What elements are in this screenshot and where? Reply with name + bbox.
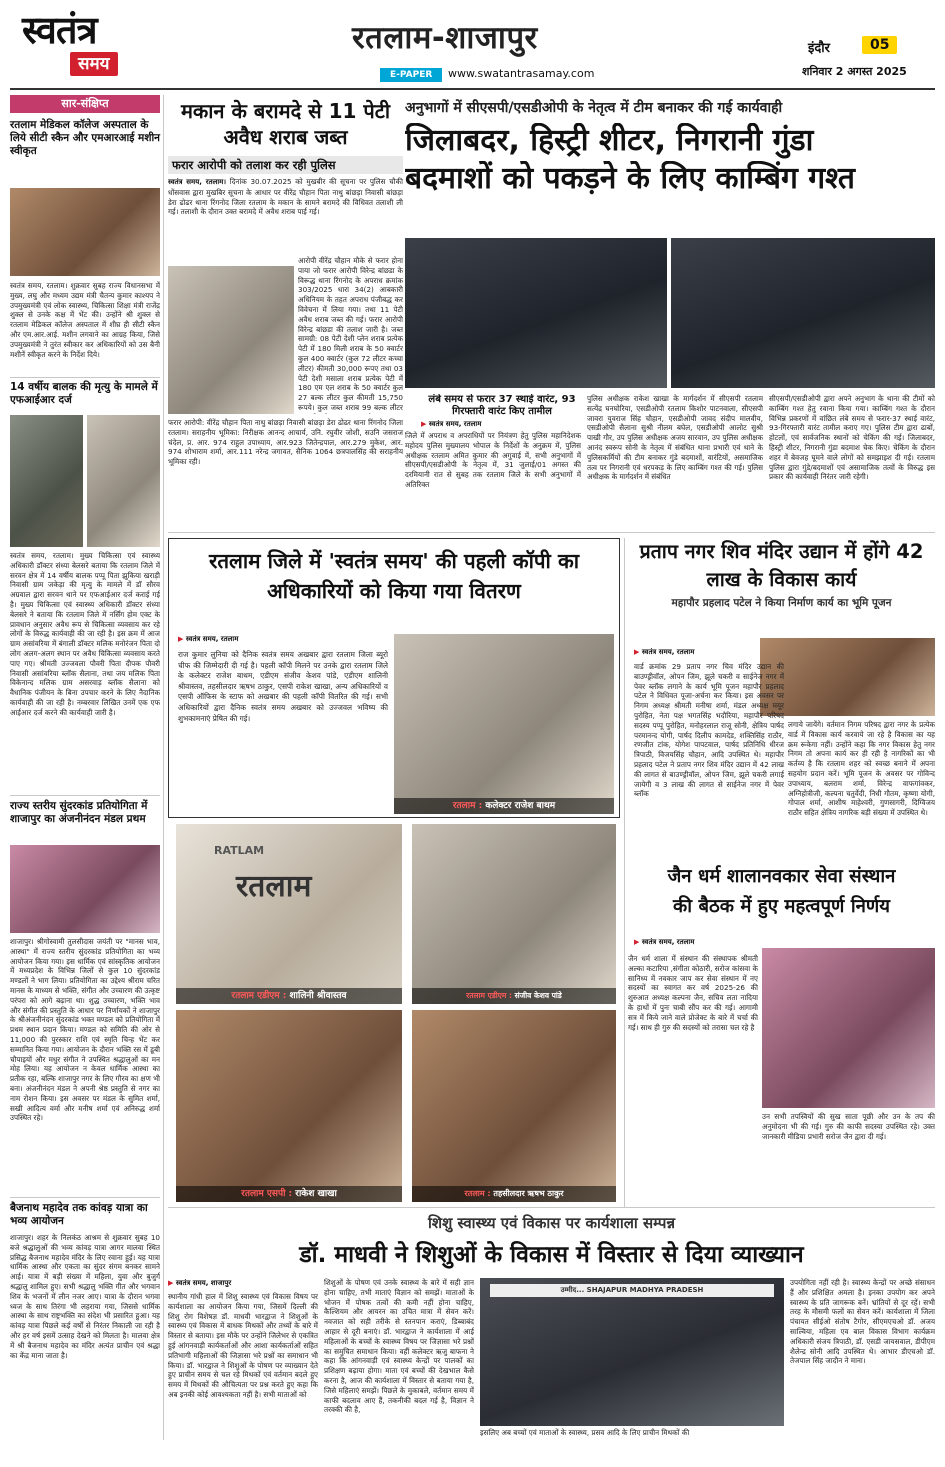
- story-text: दिनांक 30.07.2025 को मुखबीर की सूचना पर पुलिस चौकी धोंसवास द्वारा मुखबिर सूचना के आधार पर वीरेंद्र चौहान पिता नाथु बांछड़ा निवासी बांछड़ा डेरा ढोढर थाना रिंगनोद जिला रतलाम के मकान के सामने बरामदे की विधिवत तलाशी ली गई। तलाशी के दौरान उक्त बरामदे में अवैध शराब पाई गई।: [168, 177, 403, 217]
- logo: [22, 8, 144, 88]
- headline-line-1: जैन धर्म शालानवकार सेवा संस्थान: [667, 866, 896, 887]
- sidebar: [10, 95, 160, 1435]
- caption-label: रतलाम :: [464, 1189, 491, 1198]
- photo-caption: [176, 988, 402, 1004]
- caption-name: संजीव केशव पांडे: [514, 991, 562, 1000]
- headline: डॉ. माधवी ने शिशुओं के विकास में विस्तार से दिया व्याख्यान: [299, 1242, 804, 1268]
- kicker: शिशु स्वास्थ्य एवं विकास पर कार्यशाला सम्पन्न: [427, 1214, 675, 1232]
- caption-name: शालिनी श्रीवास्तव: [289, 991, 347, 1001]
- sidebar-item-body: शाजापुर। श्रीगोस्वामी तुलसीदास जयंती पर "मानस भाव, आस्था" में राज्य स्तरीय सुंदरकांड प्रतियोगिता का भव्य आयोजन किया गया। इस धार्मिक एवं सांस्कृतिक आयोजन में मध्यप्रदेश के विभिन्न जिलों से कुल 10 सुंदरकांड मण्डलों ने भाग लिया। प्रतियोगिता का उद्देश्य श्रीराम चरित मानस के माध्यम से भक्ति, संगीत और उच्चारण की उत्कृष्ट परंपरा को आगे बढ़ाना था। शुद्ध उच्चारण, भक्ति भाव और संगीत की प्रस्तुति के आधार पर निर्णायकों ने शाजापुर के श्रीअंजनीनंदन सुंदरकांड भक्त मण्डल को प्रतियोगिता में प्रथम स्थान प्रदान किया। मण्डल को समिति की ओर से 11,000 की पुरस्कार राशि एवं स्मृति चिन्ह भेंट कर सम्मानित किया गया। आयोजन के दौरान भक्ति रस में डूबी चौपाइयों और मधुर संगीत ने उपस्थित श्रद्धालुओं का मन मोह लिया। यह आयोजन न केवल धार्मिक आस्था का प्रतीक रहा, बल्कि शाजापुर नगर के लिए गौरव का क्षण भी बना। अंजनीनंदन मंडल ने अपनी श्रेष्ठ प्रस्तुति से नगर का नाम रोशन किया। इस अवसर पर मंडल के सुमित शर्मा, सखी आदित्य वर्मा और मनीष शर्मा एवं अनिरुद्ध शर्मा उपस्थित रहे।: [10, 937, 160, 1123]
- workshop-photo: [480, 1278, 784, 1426]
- story-col: पुलिस अधीक्षक राकेश खाखा के मार्गदर्शन में सीएसपी रतलाम सत्येंद्र घनघोरिया, एसडीओपी रतलाम किशोर पाटनवाला, सीएसपी जावरा युवराज सिंह चौहान, एसडीओपी जावद संदीप मालवीय, एसडीओपी सैलाना सुश्री नीलम बघेल, एसडीओपी आलोट सुश्री पाखी गौर, उप पुलिस अधीक्षक अजय सारवान, उप पुलिस अधीक्षक आनंद स्वरूप सोनी के नेतृत्व में संबंधित थाना प्रभारी एवं थाने के पुलिसकर्मियों की टीम बनाकर गुंडे बदमाशों, वारंटियों, असमाजिक तत्व पर निगरानी एवं धरपकड़ के लिए काम्बिंग गश्त की गई। पुलिस अधीक्षक के मार्गदर्शन में संबंधित: [587, 394, 763, 482]
- story-text: आरोपी वीरेंद्र चौहान मौके से फरार होना पाया जो फरार आरोपी विरेन्द्र बांछडा के विरूद्ध थाना रिंगनोद के अपराध क्रमांक 303/2025 धारा 34(2) आबकारी अधिनियम के तहत अपराध पंजीबद्ध कर विवेचना में लिया गया। तथा 11 पेटी अवैध शराब जब्त की गई। फरार आरोपी विरेन्द्र बांछडा की तलाश जारी है। जब्त सामग्री: 08 पेटी देशी प्लेन शराब प्रत्येक पेटी में 180 मिली शराब के 50 क्वार्टर कुल 400 क्वार्टर (कुल 72 लीटर कच्चा लीटर) कीमती 30,000 रूपए तथा 03 पेटी देशी मसाला शराब प्रत्येक पेटी में 180 एम एल शराब के 50 क्वार्टर कुल 27 बल्क लीटर कुल कीमती 15,750 रूपये। कुल जब्त शराब 99 बल्क लीटर: [298, 256, 403, 412]
- logo-bottom: समय: [70, 52, 118, 76]
- photo-caption: [412, 1186, 616, 1202]
- headline-line-1: जिलाबदर, हिस्ट्री शीटर, निगरानी गुंडा: [405, 123, 814, 158]
- byline: स्वतंत्र समय, रतलाम।: [168, 178, 227, 186]
- combing-photo-1: [405, 238, 667, 388]
- story-col: शिशुओं के पोषण एवं उनके स्वास्थ्य के बारे में सही ज्ञान होना चाहिए, तभी माताएं विज्ञान को समझें। माताओं के भोजन में पोषक तत्वों की कमी नहीं होना चाहिए, कैल्शियम और आयरन का उचित मात्रा में सेवन करें। नवजात को सही तरीके से स्तनपान कराएं, डिब्बाबंद आहार से दूरी बनाएं। डॉ. भारद्वाज ने कार्यशाला में आई महिलाओं के बच्चों के स्वास्थ्य विषय पर जिज्ञासा भरे प्रश्नों का समुचित समाधान किया। वहीं कलेक्टर ऋजु बाफना ने कहा कि आंगनवाड़ी एवं स्वास्थ्य केन्द्रों पर पालकों का प्रशिक्षण बढ़ाया होगा। माता एवं बच्चों की देखभाल कैसे करना है, आज की कार्यशाला में विस्तार से बताया गया है, जिसे महिलाएं समझें। पिछले के मुकाबले, वर्तमान समय में काफी बदलाव आए हैं, तकनीकी बदल गई है, विज्ञान ने तरक्की की है,: [324, 1278, 474, 1415]
- caption-label: रतलाम एडीएम :: [231, 991, 287, 1001]
- website-link[interactable]: www.swatantrasamay.com: [448, 67, 595, 80]
- jain-photo: [762, 948, 935, 1108]
- sidebar-item-title: बैजनाथ महादेव तक कांवड़ यात्रा का भव्य आयोजन: [10, 1202, 148, 1227]
- story-col: उन सभी तपस्वियों की सुख साता पूछी और उन के तप की अनुमोदना भी की गई। गुरु की काफी सदस्या उपस्थित रहे। उक्त जानकारी मीडिया प्रभारी सरोज जैन द्वारा दी गई।: [762, 1112, 935, 1141]
- photo-tehsildar: [412, 1010, 616, 1202]
- byline: ▶ स्वतंत्र समय, रतलाम: [634, 938, 695, 946]
- page-number: 05: [862, 36, 897, 54]
- story-col: जिले में अपराध व अपराधियों पर नियंत्रण हेतु पुलिस महानिदेशक महोदय पुलिस मुख्यालय भोपाल के निर्देशों के अनुक्रम में, पुलिस अधीक्षक रतलाम अमित कुमार की अगुवाई में, सभी अनुभागों में सीएसपी/एसडीओपी के नेतृत्व में, 31 जुलाई/01 अगस्त की दरमियानी रात से सुबह तक रतलाम जिले के सभी अनुभागों में अतिरिक्त: [405, 431, 581, 489]
- story-col: सीएसपी/एसडीओपी द्वारा अपने अनुभाग के थाना की टीमों को काम्बिंग गश्त हेतु रवाना किया गया। काम्बिंग गश्त के दौरान विभिन्न प्रकरणों में वांछित लंबे समय से फरार-37 स्थाई वारंट, 93-गिरफ्तारी वारंट तामील कराए गए। पुलिस टीम द्वारा ढाबों, होटलों, एवं सार्वजनिक स्थानों को चेकिंग की गई। जिलाबदर, हिस्ट्री शीटर, निगरानी गुंडा बदमाश चेक किए। चेकिंग के दौरान शहर में बेवजह घूमने वाले लोगों को समझाइश दी गई। रतलाम पुलिस द्वारा गुंडे/बदमाशों एवं असामाजिक तत्वों के विरुद्ध इस प्रकार की कार्यवाही निरंतर जारी रहेगी।: [769, 394, 935, 482]
- headline: रतलाम जिले में 'स्वतंत्र समय' की पहली कॉपी का अधिकारियों को किया गया वितरण: [208, 549, 580, 603]
- story-col: उपयोगिता नहीं रही है। स्वास्थ्य केन्द्रों पर अच्छे संसाधन हैं और प्रशिक्षित अमला है। इनका उपयोग कर अपने स्वास्थ्य के प्रति जागरूक बनें। भ्रांतियों से दूर रहें। सभी तरह के मौसमी फलों का सेवन करें। कार्यशाला में जिला पंचायत सीईओ संतोष टैगोर, सीएमएचओ डॉ. अजय साल्विया, महिला एव बाल विकास विभाग कार्यक्रम अधिकारी संजय त्रिपाठी, डॉ. एसडी जायसवाल, डीपीएम शैलेन्द्र सोनी आदि उपस्थित थे। आभार डीएचओ डॉ. तेजपाल सिंह जादौन ने माना।: [790, 1278, 935, 1366]
- photo-caption: [412, 988, 616, 1004]
- headline-line-2: की बैठक में हुए महत्वपूर्ण निर्णय: [673, 896, 890, 917]
- masthead-rule: [10, 88, 935, 90]
- byline: ▶ स्वतंत्र समय, रतलाम: [421, 420, 482, 428]
- headline-line-2: बदमाशों को पकड़ने के लिए काम्बिंग गश्त: [405, 161, 856, 196]
- sidebar-photo-meeting: [10, 188, 160, 276]
- byline-text: स्वतंत्र समय, रतलाम: [428, 420, 482, 428]
- sidebar-header: सार-संक्षिप्त: [10, 95, 160, 113]
- section-title: रतलाम-शाजापुर: [352, 20, 538, 56]
- sidebar-item-title: राज्य स्तरीय सुंदरकांड प्रतियोगिता में शाजापुर का अंजनीनंदन मंडल प्रथम: [10, 800, 148, 825]
- photo-caption: लंबे समय से फरार 37 स्थाई वारंट, 93 गिरफ्तारी वारंट किए तामील: [428, 394, 576, 417]
- photo-sp: [176, 1010, 402, 1202]
- photo-caption: [394, 798, 614, 814]
- story-jain: [628, 862, 935, 1202]
- column-divider: [624, 538, 625, 1208]
- ratlam-sign-top: RATLAM: [214, 844, 265, 857]
- story-col: लगाये जायेंगे। वर्तमान निगम परिषद द्वारा नगर के प्रत्येक वार्ड में विकास कार्य करवाये जा रहे है विकास का यह क्रम रूकेगा नहीं। उन्होंने कहा कि नगर विकास हेतु नगर निगम तो अपना कार्य कर ही रही है नागरिकों का भी कर्तव्य है कि रतलाम शहर को स्वच्छ बनाने में अपना सहयोग प्रदान करें। भूमि पूजन के अवसर पर गोविन्द उपाध्याय, बलराम शर्मा, विरेन्द्र वाफगांवकर, अग्निहोत्रीजी, कल्पना चतुर्वेदी, निधी गौतम, कृष्णा योगी, गोपाल शर्मा, आशीष माहेश्वरी, गुणसागरी, दिग्विजय राठौर सहित क्षेत्रिय नागरिक बड़ी संख्या में उपस्थित थे।: [788, 720, 935, 818]
- photo-adm-2: [412, 824, 616, 1004]
- caption-label: रतलाम एडीएम :: [466, 991, 512, 1000]
- headline: प्रताप नगर शिव मंदिर उद्यान में होंगे 42 लाख के विकास कार्य: [639, 540, 924, 591]
- subhead: महापौर प्रहलाद पटेल ने किया निर्माण कार्य का भूमि पूजन: [671, 597, 892, 609]
- byline-text: स्वतंत्र समय, रतलाम: [641, 648, 695, 656]
- story-workshop: [168, 1210, 935, 1440]
- sidebar-item-body: स्वतंत्र समय, रतलाम। मुख्य चिकित्सा एवं स्वास्थ्य अधिकारी डॉक्टर संध्या बेलसरे बताया कि रतलाम जिले में सरवन क्षेत्र में 14 वर्षीय बालक पप्पू पिता झुकिया खराड़ी निवासी ग्राम जकेड़ा की मृत्यु के मामले में डॉ सौरव अग्रवाल द्वारा सरवन थाने पर एफआईआर दर्ज कराई गई है। मुख्य चिकित्सा एवं स्वास्थ्य अधिकारी डॉक्टर संध्या बेलसरे ने बताया कि रतलाम जिले में नर्सिंग होम एक्ट के प्रावधान अनुसार अवैध रूप से चिकित्सा व्यवसाय कर रहे लोगों के विरुद्ध कार्यवाही की जा रही है। इस क्रम में आज ग्राम असांवरिया में बंगाली डॉक्टर मलिक मनोरंजन पिता दो लोग अलग-अलग स्थान पर अवैध चिकित्सा व्यवसाय करते पाए गए। श्रीमती उज्जवला पौवरी पिता दीपक पौवरी निवासी असांवरिया ब्लॉक सैलाना, तथा जय मलिक पिता विकेनान्द मलिक ग्राम असरवाड़ ब्लॉक सैलाना को वैधानिक पंजीयन के बिना उपचार करने के लिए नैदानिक कार्यवाही की जा रही है। नम्बरवार लिखित उनमें एक एफ आईआर दर्ज करने की कार्यवाही जारी है।: [10, 551, 160, 717]
- caption-name: राकेश खाखा: [295, 1189, 337, 1199]
- divider: [10, 1197, 160, 1198]
- story-col: जैन धर्म शाला में संस्थान की संस्थापक श्रीमती अल्का कटारिया ,संगीता कोठारी, सरोज कांसवा के सानिध्य में नवकार जाप कर सेवा संस्थान में नए सदस्यों का स्वागत कर वर्ष 2025-26 की शुरुआत अध्यक्ष कल्पना जैन, सचिव लता नादिया के हाथों में पुनः चाबी सौंप कर की गई। आगामी सत्र में किये जाने वाले प्रोजेक्ट के बारे में चर्चा की गई। साथ ही गुरु की सदस्यों को तरासा चल रहे है: [628, 954, 758, 1032]
- byline: ▶ स्वतंत्र समय, रतलाम: [634, 648, 695, 656]
- edition-city: इंदौर: [808, 41, 830, 56]
- sidebar-photo-boy-2: [87, 415, 160, 547]
- workshop-banner: उम्मीद... SHAJAPUR MADHYA PRADESH: [490, 1284, 774, 1297]
- column-divider: [163, 95, 164, 1440]
- caption-name: तहसीलदार ऋषभ ठाकुर: [493, 1189, 564, 1198]
- story-text: फरार आरोपी: वीरेंद्र चौहान पिता नाथु बांछड़ा निवासी बांछड़ा डेरा ढोढर थाना रिंगनोद जिला रतलाम। सराहनीय भूमिका: निरीक्षक आनन्द आचार्य, उनि. रघुवीर जोशी, सउनि जसराज चंदेल, प्र. आर. 974 राहुल उपाध्याय, आर.923 जितेन्द्रपाल, आर.279 मुकेश, आर. 974 शोभाराम शर्मा, आर.111 नरेन्द्र जगावत, सैनिक 1064 छत्रपालसिंह की सराहनीय भूमिका रही।: [168, 418, 403, 467]
- photo-caption: [176, 1186, 402, 1202]
- byline: ▶ स्वतंत्र समय, शाजापुर: [168, 1279, 232, 1287]
- sidebar-photo-mandal: [10, 845, 160, 933]
- photo-collector: [394, 634, 614, 814]
- byline: ▶ स्वतंत्र समय, रतलाम: [178, 635, 239, 643]
- byline-text: स्वतंत्र समय, शाजापुर: [175, 1279, 232, 1287]
- sidebar-item-title: 14 वर्षीय बालक की मृत्यु के मामले में एफआईआर दर्ज: [10, 381, 158, 406]
- combing-photo-2: [671, 238, 935, 388]
- sidebar-item-body: शाजापुर। शहर के निलकंठ आश्रम से शुक्रवार सुबह 10 बजे श्रद्धालुओं की भव्य कांवड़ यात्रा आगर मालवा स्थित प्रसिद्ध बैजनाथ महादेव मंदिर के लिए रवाना हुई। यह यात्रा धार्मिक आस्था और एकता का सुंदर संगम बनकर सामने आई। यात्रा में बड़ी संख्या में महिला, युवा और बुजुर्ग श्रद्धालु शामिल हुए। सभी श्रद्धालु भक्ति गीत और भगवान शिव के भजनों में लीन नजर आए। यात्रा के दौरान भगवा ध्वज के साथ तिरंगा भी लहराया गया, जिससे धार्मिक आस्था के साथ राष्ट्रभक्ति का संदेश भी प्रसारित हुआ। यह कांवड़ यात्रा पिछले कई वर्षों से निरंतर निकाली जा रही है और हर वर्ष इसमें उत्साह देखने को मिलता है। मालवा क्षेत्र में श्री बैजनाथ महादेव का मंदिर अत्यंत प्राचीन एवं श्रद्धा का केंद्र माना जाता है।: [10, 1233, 160, 1360]
- logo-top: स्वतंत्र: [22, 7, 97, 52]
- ratlam-sign: रतलाम: [236, 869, 312, 904]
- divider: [168, 532, 935, 533]
- headline: मकान के बरामदे से 11 पेटी अवैध शराब जब्त: [180, 99, 391, 149]
- divider: [10, 795, 160, 796]
- epaper-badge: E-PAPER: [380, 68, 442, 82]
- sidebar-item-title: रतलाम मेडिकल कॉलेज अस्पताल के लिये सीटी स्कैन और एमआरआई मशीन स्वीकृत: [10, 119, 161, 157]
- story-copy-content: [168, 538, 620, 1318]
- story-garden: [628, 538, 935, 858]
- liquor-photo: [168, 266, 294, 414]
- photo-caption: इसलिए अब बच्चों एवं माताओं के स्वास्थ्य, प्रसव आदि के लिए प्राचीन मिथकों की: [480, 1428, 690, 1437]
- masthead: [0, 0, 945, 92]
- byline-text: स्वतंत्र समय, रतलाम: [641, 938, 695, 946]
- caption-label: रतलाम एसपी :: [241, 1189, 293, 1199]
- photo-adm-1: [176, 824, 402, 1004]
- story-col: स्थानीय गांधी हाल में शिशु स्वास्थ्य एवं विकास विषय पर कार्यशाला का आयोजन किया गया, जिसमें दिल्ली की शिशु रोग विशेषज्ञ डॉ. माधवी भारद्वाज ने शिशुओं के स्वास्थ्य एवं विकास में बाधक मिथकों और तथ्यों के बारे में विस्तार से बताया। इस मौके पर उन्होंने जिलेभर से एकत्रित हुई आंगनवाड़ी कार्यकर्ताओं और आशा कार्यकर्ताओं सहित प्रतिभागी महिलाओं की जिज्ञासा भरे प्रश्नों का समाधान भी किया। डॉ. भारद्वाज ने शिशुओं के पोषण पर व्याख्यान देते हुए प्राचीन समय से चल रहे मिथकों एवं वर्तमान बदले हुए समय में मिथकों की औचित्यता पर प्रश्न करते हुए कहा कि अब इनकी कोई आवश्यकता नहीं है। सभी माताओं को: [168, 1292, 318, 1399]
- divider: [168, 1207, 935, 1208]
- subhead: फरार आरोपी को तलाश कर रही पुलिस: [168, 156, 403, 174]
- story-body: [168, 177, 403, 247]
- byline-text: स्वतंत्र समय, रतलाम: [185, 635, 239, 643]
- edition-date: शनिवार 2 अगस्त 2025: [802, 65, 907, 78]
- garden-photo: [760, 638, 935, 716]
- story-combing: [405, 98, 935, 528]
- story-text: राज कुमार लुनिया को दैनिक स्वतंत्र समय अखबार द्वारा रतलाम जिला ब्यूरो चीफ की जिम्मेदारी दी गई है। पहली कॉपी मिलने पर उनके द्वारा रतलाम जिले के कलेक्टर राजेश बाथम, एडीएम संजीव केशव पांडे, एडीएम शालिनी श्रीवास्तव, तहसीलदार ऋषभ ठाकुर, एसपी राकेश खाखा, अन्य अधिकारियों व एसपी ऑफिस के स्टाफ को अखबार की पहली कॉपी वितरित की गई। सभी अधिकारियों द्वारा दैनिक स्वतंत्र समय अखबार को उज्जवल भविष्य की शुभकामनाएं प्रेषित की गई।: [178, 650, 388, 723]
- story-col: वार्ड क्रमांक 29 प्रताप नगर चिव मंदिर उद्यान की बाउण्ड्रीवॉल, ओपन जिम, झूले चकरी व साईनेज नगर में पेवर ब्लॉक लगाने के कार्य भूमि पूजन महापौर प्रहलाद पटेल ने विधिवत पूजा-अर्चना कर किया। इस अवसर पर निगम अध्यक्ष श्रीमती मनीषा शर्मा, मंडल अध्यक्ष मयूर पुरोहित, नेता पक्ष भगतसिंह भदौरिया, महापौर परिषद सदस्य पप्पू पुरोहित, मनोहरलाल राजू सोनी, क्षेत्रिय पार्षद परमानन्द योगी, पार्षद दिलीप कामदेड, शक्तिसिंह राठौर, रणजीत टांक, योगेश पापटवाल, पार्षद प्रतिनिधि धीरज त्रिपाठी, विजयसिंह चौहान, आदि उपस्थित थे। महापौर प्रहलाद पटेल ने प्रताप नगर शिव मंदिर उद्यान में 42 लाख की लागत से बाउण्ड्रीवॉल, ओपन जिम, झूले चकरी लगाई जायेगी व 3 लाख की लागत से साईनेज नगर में पेवर ब्लॉक: [634, 662, 784, 799]
- story-liquor: [168, 98, 403, 528]
- divider: [10, 377, 160, 378]
- print-registration-strip: [40, 1452, 910, 1460]
- caption-name: कलेक्टर राजेश बाथम: [485, 801, 556, 811]
- caption-label: रतलाम :: [452, 801, 483, 811]
- kicker: अनुभागों में सीएसपी/एसडीओपी के नेतृत्व में टीम बनाकर की गई कार्यवाही: [405, 100, 783, 116]
- sidebar-photo-boy-1: [10, 415, 83, 547]
- sidebar-item-body: स्वतंत्र समय, रतलाम। शुक्रवार सुबह राज्य विधानसभा में मुख्य, लघु और मध्यम उद्यम मंत्री चैतन्य कुमार काश्यप ने उपमुख्यमंत्री एवं लोक स्वास्थ्य, चिकित्सा शिक्षा मंत्री राजेंद्र शुक्ल से उनके कक्ष में भेंट की। उन्होंने श्री शुक्ल से रतलाम मेडिकल कॉलेज अस्पताल में शीघ्र ही सीटी स्कैन और एम.आर.आई. मशीन लगवाने का आग्रह किया, जिसे उपमुख्यमंत्री ने तुरंत स्वीकार कर अधिकारियों को उस बैनी मशीनें स्वीकृत करने के निर्देश दिये।: [10, 281, 160, 359]
